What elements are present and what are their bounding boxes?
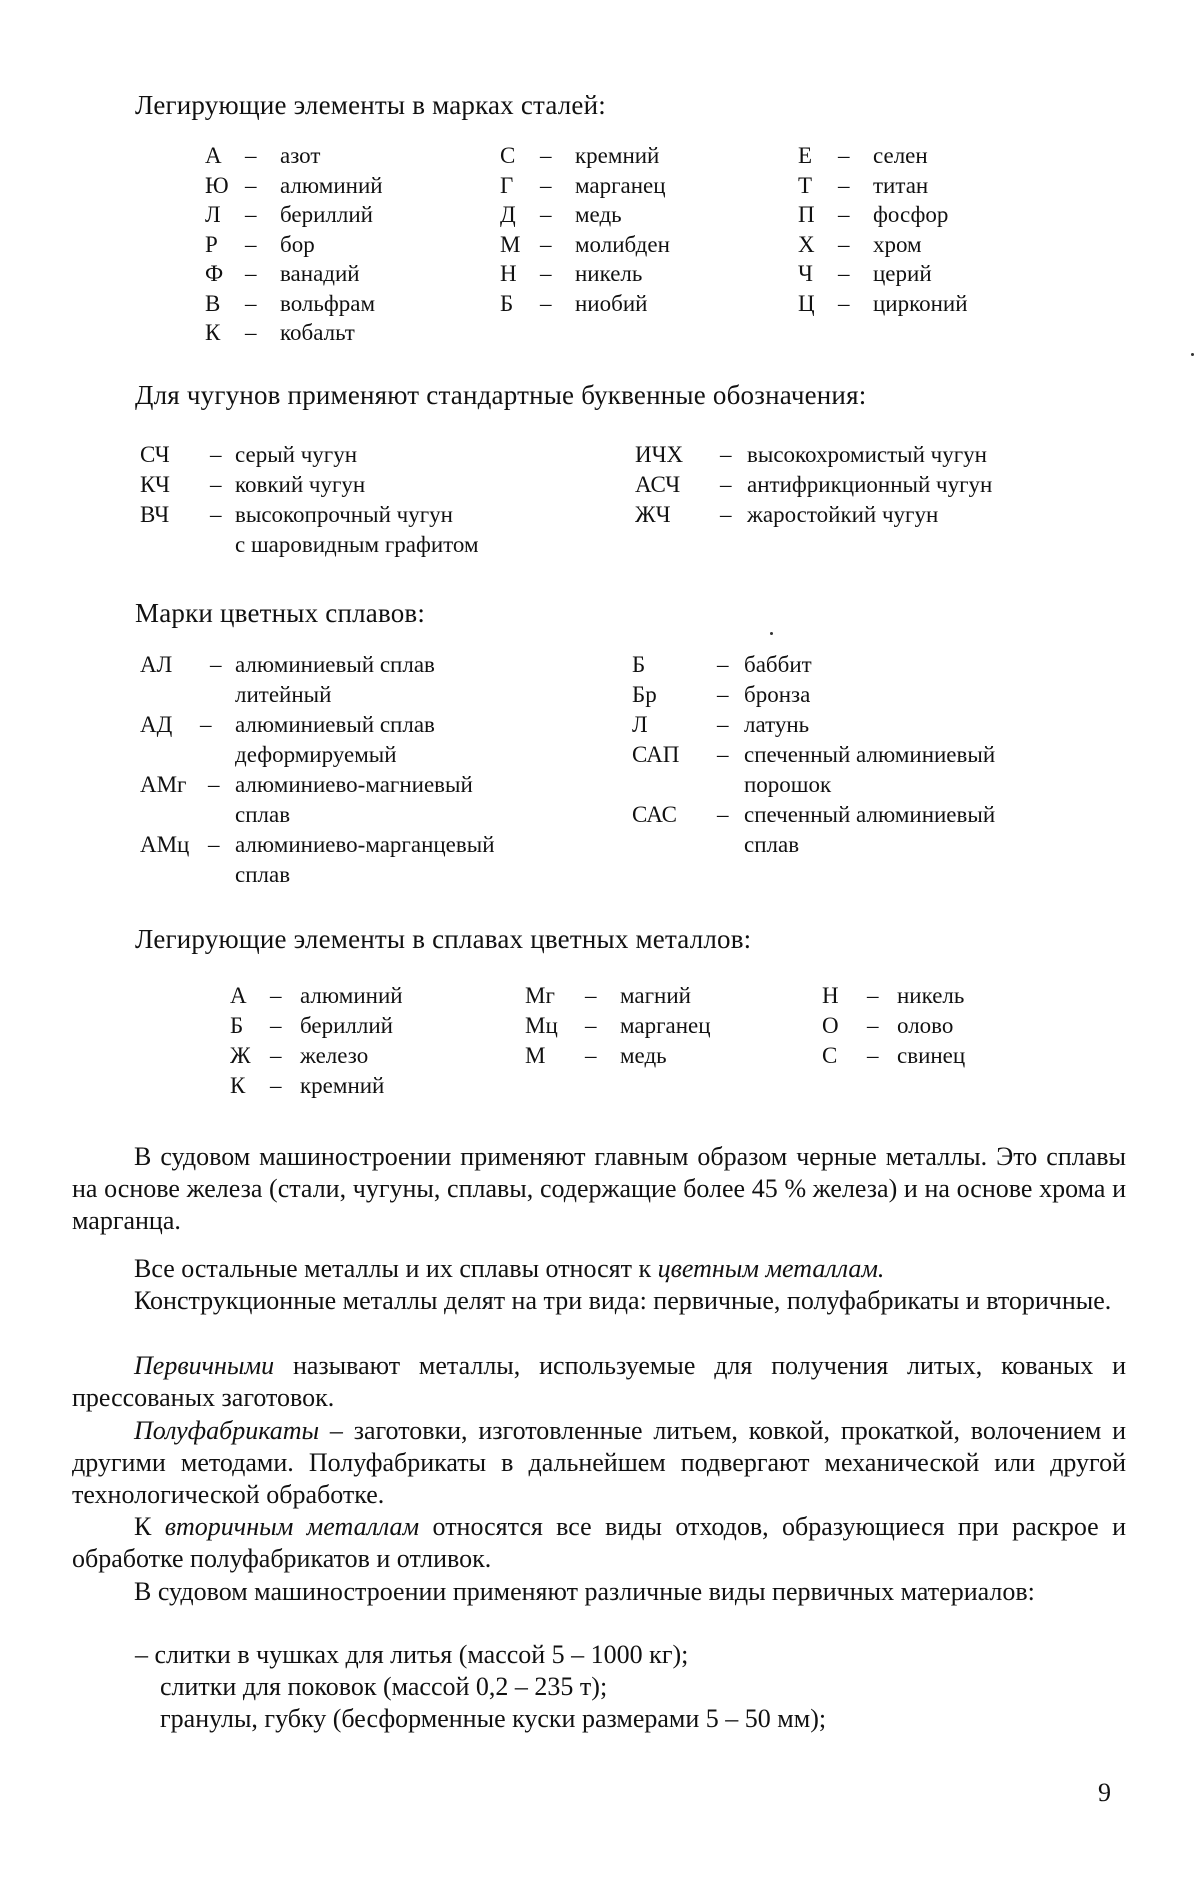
definition-item: [140, 440, 600, 470]
element-row: [205, 173, 465, 203]
dash: –: [540, 261, 552, 286]
definition-abbr: САП: [632, 742, 680, 767]
dash: –: [245, 290, 257, 316]
element-row: [205, 320, 465, 350]
element-name: кобальт: [280, 320, 355, 345]
element-row: [798, 173, 1058, 203]
dash: –: [245, 231, 257, 257]
element-abbr: С: [500, 143, 516, 168]
definition-item: [140, 500, 600, 560]
definition-text: бронза: [744, 682, 811, 707]
section-heading-cast-iron: Для чугунов применяют стандартные буквенные обозначения:: [135, 380, 867, 410]
dash: –: [540, 290, 552, 316]
paragraph-text: В судовом машиностроении применяют главным образом черные металлы. Это сплавы на основе железа (стали, чугуны, сплавы, содержащие более 45 % железа) и на основе хрома и марганца.: [72, 1142, 1126, 1235]
list-item: гранулы, губку (бесформенные куски размерами 5 – 50 мм);: [160, 1704, 827, 1733]
emphasized-term: Полуфабрикаты: [134, 1416, 320, 1445]
definition-abbr: АД: [140, 712, 173, 737]
dash: –: [270, 1013, 282, 1038]
element-name: молибден: [575, 231, 670, 257]
element-name: медь: [575, 202, 622, 227]
element-name: бор: [280, 231, 315, 257]
paragraph: [72, 1350, 1126, 1414]
definition-item: [635, 440, 1095, 470]
element-name: хром: [873, 231, 922, 257]
dash: –: [717, 682, 729, 707]
paragraph-text: К: [134, 1512, 165, 1541]
element-abbr: Л: [205, 202, 221, 227]
definition-abbr: Л: [632, 712, 648, 737]
element-abbr: С: [822, 1043, 838, 1068]
paragraph: [72, 1285, 1126, 1317]
definition-abbr: ВЧ: [140, 502, 170, 527]
paragraph: [72, 1415, 1126, 1511]
dash: –: [585, 983, 597, 1008]
element-name: марганец: [575, 172, 666, 198]
section-heading-steel-elements: Легирующие элементы в марках сталей:: [135, 90, 606, 120]
element-row: [500, 173, 760, 203]
element-abbr: Б: [230, 1013, 244, 1038]
definition-item: [632, 680, 1092, 710]
element-row: [798, 261, 1058, 291]
dash: –: [245, 320, 257, 345]
element-abbr: Ц: [798, 290, 815, 316]
element-row: [798, 202, 1058, 232]
definition-item: [635, 500, 1095, 530]
dash: –: [838, 261, 850, 286]
dash: –: [717, 712, 729, 737]
element-abbr: Н: [500, 261, 517, 286]
element-abbr: М: [500, 231, 521, 257]
dash: –: [717, 802, 729, 827]
paragraph-text: Конструкционные металлы делят на три вида: первичные, полуфабрикаты и вторичные.: [134, 1286, 1112, 1315]
paragraph-text: В судовом машиностроении применяют различные виды первичных материалов:: [134, 1577, 1035, 1606]
definition-abbr: Бр: [632, 682, 657, 707]
paragraph: [72, 1141, 1126, 1237]
dash: –: [540, 231, 552, 257]
definition-item: [140, 470, 600, 500]
dash: –: [270, 983, 282, 1008]
dash: –: [270, 1043, 282, 1068]
element-abbr: Б: [500, 290, 514, 316]
paragraph-text: относятся все виды отходов, образующиеся при раскрое и обработке полуфабрикатов и отливок.: [72, 1512, 1126, 1573]
element-abbr: Е: [798, 143, 813, 168]
element-abbr: Р: [205, 231, 218, 257]
element-name: никель: [897, 983, 965, 1008]
definition-item: [635, 470, 1095, 500]
element-row: [205, 232, 465, 262]
element-row: [822, 1043, 1082, 1073]
section-heading-nonferrous-elements: Легирующие элементы в сплавах цветных металлов:: [135, 924, 752, 954]
element-abbr: Ж: [230, 1043, 251, 1068]
dash: –: [245, 202, 257, 227]
definition-text: алюминиево-марганцевый: [235, 832, 495, 857]
element-abbr: О: [822, 1013, 839, 1038]
element-row: [205, 202, 465, 232]
definition-text: латунь: [744, 712, 810, 737]
element-abbr: А: [230, 983, 247, 1008]
element-name: кремний: [575, 143, 660, 168]
paragraph: [72, 1253, 1126, 1285]
element-abbr: Д: [500, 202, 516, 227]
element-abbr: В: [205, 290, 221, 316]
element-abbr: Ч: [798, 261, 813, 286]
element-row: [205, 291, 465, 321]
element-row: [525, 1043, 785, 1073]
definition-item: [632, 650, 1092, 680]
element-row: [230, 983, 490, 1013]
definition-text: ковкий чугун: [235, 472, 366, 497]
dash: –: [838, 290, 850, 316]
element-row: [500, 143, 760, 173]
definition-text: деформируемый: [235, 742, 397, 767]
dash: –: [585, 1043, 597, 1068]
paragraph-text: Все остальные металлы и их сплавы относят к: [134, 1254, 658, 1283]
paragraph: [72, 1511, 1126, 1575]
definition-text: баббит: [744, 652, 812, 677]
element-name: медь: [620, 1043, 667, 1068]
definition-text: сплав: [235, 802, 291, 827]
dash: –: [720, 502, 732, 527]
definition-abbr: САС: [632, 802, 678, 827]
emphasized-term: Первичными: [134, 1351, 275, 1380]
definition-text: сплав: [744, 832, 800, 857]
element-row: [205, 261, 465, 291]
definition-item: [140, 770, 600, 830]
definition-abbr: Б: [632, 652, 646, 677]
element-abbr: Мг: [525, 983, 555, 1008]
definition-item: [140, 650, 600, 710]
list-item: слитки для поковок (массой 0,2 – 235 т);: [160, 1672, 608, 1701]
element-row: [822, 983, 1082, 1013]
element-row: [230, 1013, 490, 1043]
dash: –: [867, 1043, 879, 1068]
paragraph-text: – заготовки, изготовленные литьем, ковкой, прокаткой, волочением и другими методами. Полуфабрикаты в дальнейшем подвергают механической или другой технологической обработке.: [72, 1416, 1126, 1509]
element-row: [525, 1013, 785, 1043]
element-name: фосфор: [873, 202, 949, 227]
element-name: вольфрам: [280, 290, 376, 316]
element-row: [500, 291, 760, 321]
dash: –: [540, 202, 552, 227]
dash: –: [210, 472, 222, 497]
element-row: [500, 202, 760, 232]
element-name: бериллий: [300, 1013, 393, 1038]
element-abbr: Г: [500, 172, 514, 198]
dash: –: [210, 502, 222, 527]
element-row: [205, 143, 465, 173]
element-abbr: М: [525, 1043, 546, 1068]
element-row: [798, 232, 1058, 262]
element-row: [230, 1043, 490, 1073]
element-name: марганец: [620, 1013, 711, 1038]
emphasized-term: вторичным металлам: [164, 1512, 420, 1541]
element-name: ниобий: [575, 290, 648, 316]
dash: –: [717, 652, 729, 677]
element-name: азот: [280, 143, 321, 168]
dash: –: [208, 772, 220, 797]
dash: –: [540, 143, 552, 168]
definition-text: серый чугун: [235, 442, 358, 467]
element-name: свинец: [897, 1043, 966, 1068]
element-row: [798, 143, 1058, 173]
scan-speck: [770, 632, 773, 635]
element-name: алюминий: [280, 172, 383, 198]
definition-text: жаростойкий чугун: [747, 502, 939, 527]
dash: –: [245, 143, 257, 168]
dash: –: [540, 172, 552, 198]
definition-abbr: ИЧХ: [635, 442, 684, 467]
element-row: [500, 232, 760, 262]
element-name: бериллий: [280, 202, 373, 227]
dash: –: [838, 231, 850, 257]
list-item: – слитки в чушках для литья (массой 5 – 1000 кг);: [135, 1640, 689, 1669]
definition-item: [140, 710, 600, 770]
element-row: [500, 261, 760, 291]
definition-abbr: АСЧ: [635, 472, 681, 497]
element-abbr: К: [230, 1073, 246, 1098]
paragraph: [72, 1576, 1126, 1608]
definition-text: высокохромистый чугун: [747, 442, 987, 467]
definition-text: алюминиевый сплав: [235, 712, 435, 737]
definition-text: высокопрочный чугун: [235, 502, 453, 527]
dash: –: [867, 983, 879, 1008]
definition-text: литейный: [235, 682, 332, 707]
definition-text: антифрикционный чугун: [747, 472, 993, 497]
dash: –: [270, 1073, 282, 1098]
element-name: олово: [897, 1013, 954, 1038]
definition-item: [632, 800, 1092, 860]
definition-item: [632, 740, 1092, 800]
dash: –: [245, 172, 257, 198]
page-number: 9: [1098, 1778, 1111, 1807]
element-name: церий: [873, 261, 932, 286]
definition-item: [140, 830, 600, 890]
dash: –: [838, 202, 850, 227]
element-row: [798, 291, 1058, 321]
definition-abbr: СЧ: [140, 442, 170, 467]
dash: –: [245, 261, 257, 286]
definition-text: алюминиево-магниевый: [235, 772, 473, 797]
definition-text: спеченный алюминиевый: [744, 802, 996, 827]
dash: –: [838, 143, 850, 168]
element-name: кремний: [300, 1073, 385, 1098]
element-name: титан: [873, 172, 929, 198]
element-name: цирконий: [873, 290, 968, 316]
definition-abbr: АЛ: [140, 652, 173, 677]
dash: –: [200, 712, 212, 737]
dash: –: [867, 1013, 879, 1038]
element-row: [822, 1013, 1082, 1043]
definition-abbr: КЧ: [140, 472, 170, 497]
definition-text: с шаровидным графитом: [235, 532, 479, 557]
element-name: алюминий: [300, 983, 403, 1008]
element-abbr: Т: [798, 172, 813, 198]
element-row: [230, 1073, 490, 1103]
element-abbr: Ю: [205, 172, 229, 198]
dash: –: [720, 472, 732, 497]
element-name: никель: [575, 261, 643, 286]
dash: –: [208, 832, 220, 857]
element-abbr: Х: [798, 231, 815, 257]
emphasized-term: цветным металлам.: [657, 1254, 885, 1283]
dash: –: [210, 442, 222, 467]
definition-text: сплав: [235, 862, 291, 887]
definition-abbr: ЖЧ: [635, 502, 671, 527]
dash: –: [720, 442, 732, 467]
element-abbr: П: [798, 202, 815, 227]
element-abbr: Н: [822, 983, 839, 1008]
dash: –: [838, 172, 850, 198]
section-heading-nonferrous-alloys: Марки цветных сплавов:: [135, 598, 426, 628]
element-name: селен: [873, 143, 928, 168]
definition-item: [632, 710, 1092, 740]
element-row: [525, 983, 785, 1013]
definition-abbr: АМг: [140, 772, 187, 797]
scan-speck: [1191, 353, 1194, 356]
definition-text: спеченный алюминиевый: [744, 742, 996, 767]
dash: –: [717, 742, 729, 767]
dash: –: [585, 1013, 597, 1038]
definition-text: алюминиевый сплав: [235, 652, 435, 677]
definition-text: порошок: [744, 772, 832, 797]
definition-abbr: АМц: [140, 832, 190, 857]
element-abbr: А: [205, 143, 222, 168]
element-abbr: Ф: [205, 261, 224, 286]
element-abbr: К: [205, 320, 221, 345]
dash: –: [210, 652, 222, 677]
element-abbr: Мц: [525, 1013, 558, 1038]
element-name: магний: [620, 983, 691, 1008]
element-name: железо: [300, 1043, 369, 1068]
paragraph-text: называют металлы, используемые для получения литых, кованых и прессованых заготовок.: [72, 1351, 1126, 1412]
element-name: ванадий: [280, 261, 360, 286]
